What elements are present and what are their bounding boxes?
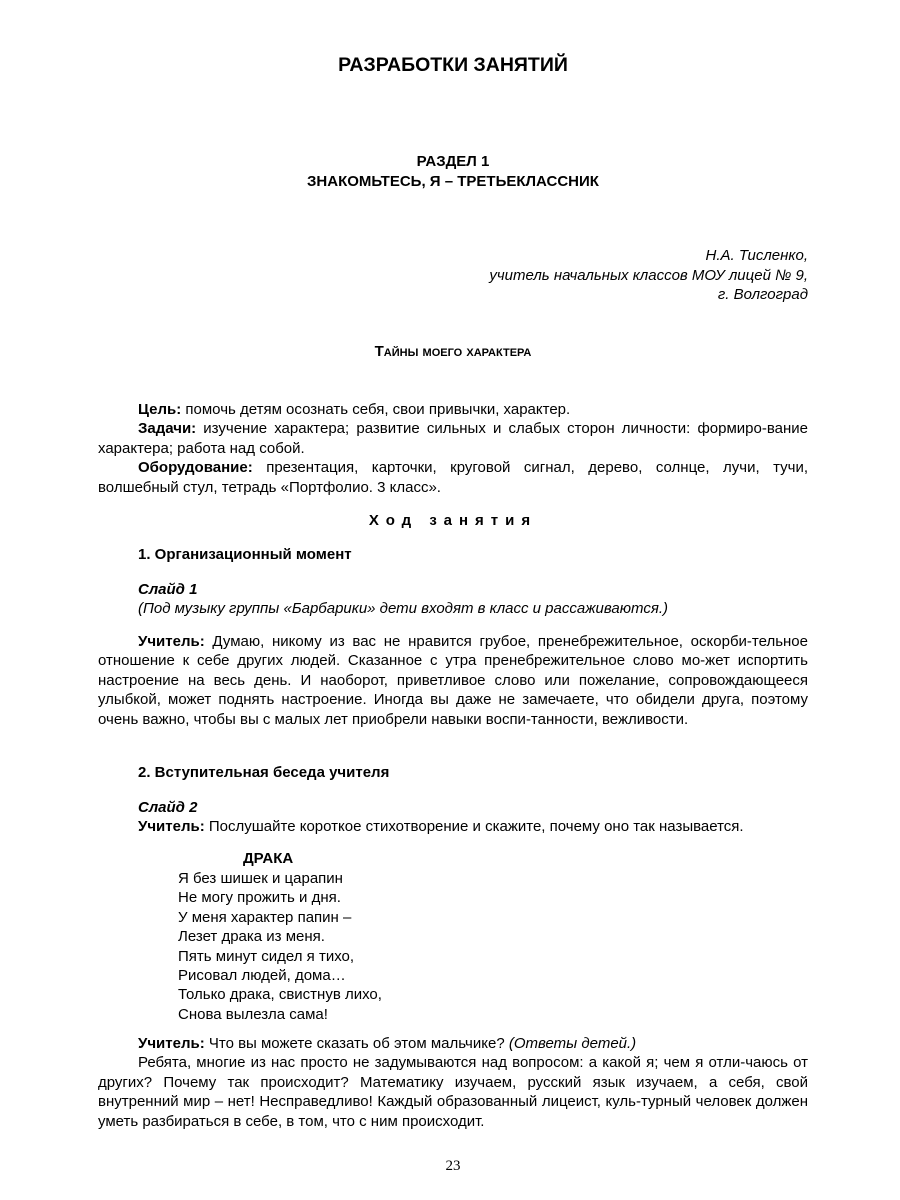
- poem-line: Пять минут сидел я тихо,: [178, 947, 355, 965]
- poem-line: Рисовал людей, дома…: [178, 967, 346, 985]
- part1-heading: 1. Организационный момент: [138, 546, 352, 563]
- slide1-block: [98, 580, 808, 619]
- author-block: [98, 246, 808, 305]
- course-heading: Ход занятия: [368, 512, 538, 529]
- page-number: 23: [445, 1158, 461, 1174]
- teacher-label: Учитель:: [138, 1035, 205, 1052]
- teacher-label: Учитель:: [138, 818, 205, 836]
- goal-text: помочь детям осознать себя, свои привычки, характер.: [181, 401, 571, 418]
- part1-heading-wrap: [98, 545, 808, 564]
- poem-line: Я без шишек и царапин: [178, 870, 343, 887]
- slide1-note: (Под музыку группы «Барбарики» дети входят в класс и рассаживаются.): [138, 600, 668, 618]
- topic-rest-3: характера: [466, 343, 532, 360]
- goals-block: [98, 400, 808, 497]
- equipment-paragraph: [98, 458, 808, 497]
- teacher1-paragraph: [98, 632, 808, 729]
- teacher2-paragraph: [98, 817, 808, 836]
- teacher-label: Учитель:: [138, 633, 205, 650]
- topic-title: [98, 343, 808, 360]
- author-position: учитель начальных классов МОУ лицей № 9,: [489, 266, 808, 284]
- slide1-label: Слайд 1: [138, 581, 198, 598]
- main-title: РАЗРАБОТКИ ЗАНЯТИЙ: [338, 54, 568, 76]
- tasks-text: изучение характера; развитие сильных и слабых сторон личности: формиро-вание характера; работа над собой.: [98, 420, 808, 457]
- teacher1-text: Думаю, никому из вас не нравится грубое, пренебрежительное, оскорби-тельное отношение к себе других людей. Сказанное с утра пренебрежительное слово мо-жет испортить настроение на весь день. И наоборот, приветливое слово или пожелание, сопровождающееся улыбкой, может поднять настроение. Иногда вы даже не замечаете, что обидели друга, поэтому очень важно, чтобы вы с малых лет приобрели навыки воспи-танности, вежливости.: [98, 633, 808, 728]
- teacher2-text: Послушайте короткое стихотворение и скажите, почему оно так называется.: [204, 818, 744, 836]
- poem-line: Только драка, свистнув лихо,: [178, 986, 382, 1004]
- slide2-block: [98, 798, 808, 837]
- goal-label: Цель:: [138, 401, 182, 418]
- teacher3-block: [98, 1034, 808, 1131]
- teacher3-note: (Ответы детей.): [508, 1035, 637, 1052]
- document-page: [98, 0, 808, 1200]
- teacher3-paragraph: [98, 1034, 808, 1053]
- author-name: Н.А. Тисленко,: [705, 247, 808, 264]
- section-title: ЗНАКОМЬТЕСЬ, Я – ТРЕТЬЕКЛАССНИК: [307, 172, 599, 190]
- equipment-label: Оборудование:: [138, 459, 253, 477]
- author-city: г. Волгоград: [717, 286, 808, 303]
- poem-line: Снова вылезла сама!: [178, 1005, 328, 1023]
- poem-line: Не могу прожить и дня.: [178, 889, 341, 907]
- final-paragraph: Ребята, многие из нас просто не задумываются над вопросом: а какой я; чем я отли-чаюсь от других? Почему так происходит? Математику изучаем, русский язык изучаем, а себя, свой внутренний мир – нет! Несправедливо! Каждый образованный лицеист, куль-турный человек должен уметь разбираться в себе, в том, что с ним происходит.: [98, 1054, 808, 1130]
- poem-line: У меня характер папин –: [178, 908, 352, 926]
- teacher3-text: Что вы можете сказать об этом мальчике?: [204, 1035, 509, 1052]
- poem-line: Лезет драка из меня.: [178, 928, 325, 946]
- topic-rest-1: айны: [383, 343, 423, 360]
- poem: [178, 869, 382, 1024]
- section-number: РАЗДЕЛ 1: [416, 153, 490, 170]
- equipment-text: презентация, карточки, круговой сигнал, дерево, солнце, лучи, тучи, волшебный стул, тетрадь «Портфолио. 3 класс».: [98, 459, 808, 496]
- goal-paragraph: [98, 400, 808, 419]
- part2-heading: 2. Вступительная беседа учителя: [138, 764, 390, 781]
- topic-rest-2: моего: [422, 343, 467, 360]
- tasks-label: Задачи:: [138, 420, 197, 438]
- teacher1-block: [98, 632, 808, 729]
- tasks-paragraph: [98, 419, 808, 458]
- section-heading: [98, 152, 808, 191]
- poem-title: ДРАКА: [243, 850, 294, 867]
- slide2-label: Слайд 2: [138, 799, 198, 816]
- topic-cap: Т: [374, 343, 384, 360]
- part2-heading-wrap: [98, 763, 808, 782]
